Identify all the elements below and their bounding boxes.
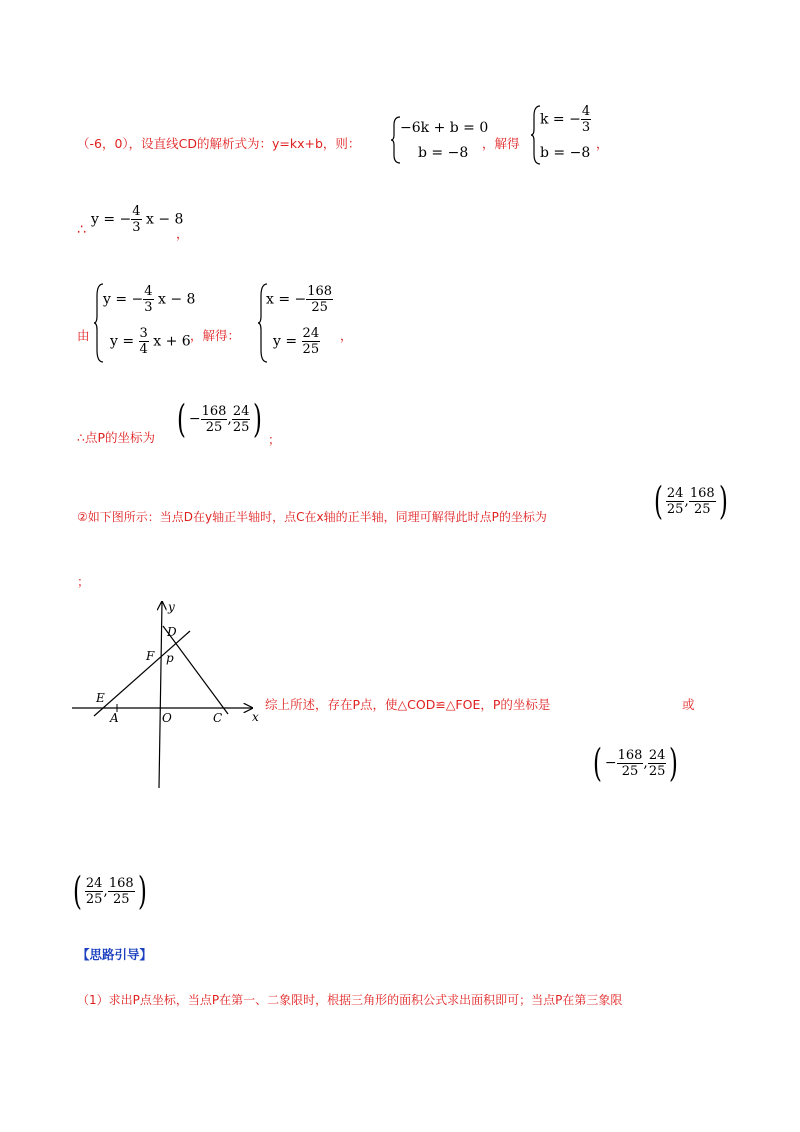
line1-text: （-6，0），设直线CD的解析式为：y=kx+b，则： <box>77 136 361 151</box>
sys1-eq1: −6k + b = 0 <box>400 120 489 136</box>
line4-point <box>174 397 265 441</box>
sys3-eqA-num: 4 <box>144 284 153 299</box>
line4-x-den: 25 <box>205 419 223 435</box>
hint-text: （1）求出P点坐标，当点P在第一、二象限时，根据三角形的面积公式求出面积即可；当点P在第三象限 <box>77 993 623 1007</box>
p1-y-num: 24 <box>648 747 666 763</box>
line-dc <box>163 626 228 714</box>
close-paren: ) <box>718 479 728 523</box>
sys4-solA-frac <box>306 284 333 315</box>
p1-x-den: 25 <box>621 763 639 779</box>
sys3-eqB-num: 3 <box>139 326 148 341</box>
p1-x-num: 168 <box>617 747 643 763</box>
line4-x-num: 168 <box>201 403 227 419</box>
p1-y-frac <box>648 748 667 779</box>
line5-x-frac <box>666 486 685 517</box>
sys4-solB-den: 25 <box>302 342 320 357</box>
line5-text: ②如下图所示：当点D在y轴正半轴时，点C在x轴的正半轴，同理可解得此时点P的坐标为 <box>77 510 547 524</box>
label-e: E <box>96 691 105 705</box>
sys2-k-frac <box>581 104 591 135</box>
line4-sep: , <box>227 411 232 427</box>
summary-text: 综上所述，存在P点，使△COD≌△FOE，P的坐标是 <box>265 697 551 712</box>
line4-y-frac <box>232 404 251 435</box>
sys4-solA-num: 168 <box>307 284 333 299</box>
line2-lhs: y = − <box>91 211 132 228</box>
p2-sep: , <box>103 883 108 899</box>
sys1-eq2: b = −8 <box>418 145 469 161</box>
sys3-eqA-den: 3 <box>144 300 153 315</box>
line3-solve-label: ，解得： <box>190 328 241 343</box>
p2-y-den: 25 <box>112 891 130 907</box>
sys4-solB <box>273 326 320 357</box>
sys2-b: b = −8 <box>540 145 591 161</box>
open-paren: ( <box>176 397 186 441</box>
label-d: D <box>167 625 177 639</box>
close-paren: ) <box>253 397 263 441</box>
line2-rest: x − 8 <box>146 211 184 228</box>
p2-x-den: 25 <box>85 891 103 907</box>
sys3-eqB <box>110 326 191 357</box>
line4-y-num: 24 <box>232 403 250 419</box>
sys3-eqB-rest: x + 6 <box>153 333 191 350</box>
sys3-eqA-frac <box>143 284 153 315</box>
label-o: O <box>162 711 172 725</box>
line2-equation <box>91 204 183 235</box>
p2-x-frac <box>85 876 104 907</box>
sys2-k <box>540 104 591 135</box>
sys2-k-num: 4 <box>581 104 591 119</box>
line5-end: ； <box>77 574 90 589</box>
line1-solve-label: ，解得 <box>482 136 520 151</box>
line5-y-den: 25 <box>693 501 711 517</box>
line2-therefore: ∴ <box>77 222 86 238</box>
p2-y-frac <box>108 876 135 907</box>
line4-y-den: 25 <box>232 419 250 435</box>
line3-comma: ， <box>340 328 353 343</box>
close-paren: ) <box>669 741 679 785</box>
line1-comma: ， <box>596 136 609 151</box>
hint-heading: 【思路引导】 <box>77 947 153 962</box>
p2-x-num: 24 <box>85 875 103 891</box>
sys4-solA-lhs: x = − <box>266 291 307 308</box>
label-x: x <box>252 710 259 724</box>
close-paren: ) <box>137 869 147 913</box>
label-c: C <box>213 711 223 725</box>
line2-frac <box>131 204 141 235</box>
label-a: A <box>110 711 119 725</box>
p1-y-den: 25 <box>648 763 666 779</box>
p1-x-frac <box>617 748 644 779</box>
sys4-solB-frac <box>302 326 321 357</box>
open-paren: ( <box>592 741 602 785</box>
label-p: p <box>166 651 174 665</box>
sys3-eqB-lhs: y = <box>110 333 139 350</box>
summary-or: 或 <box>682 697 695 712</box>
line2-num: 4 <box>132 204 141 219</box>
line2-comma: ， <box>176 226 189 241</box>
sys4-solB-lhs: y = <box>273 333 302 350</box>
sys3-eqA-lhs: y = − <box>103 291 144 308</box>
summary-point1 <box>590 741 681 785</box>
sys4-solA-den: 25 <box>311 300 328 315</box>
y-axis <box>159 602 162 788</box>
p2-y-num: 168 <box>108 875 134 891</box>
line4-end: ； <box>268 432 281 447</box>
p1-sep: , <box>643 755 648 771</box>
line4-neg: − <box>188 411 201 427</box>
line5-x-num: 24 <box>666 485 684 501</box>
line2-den: 3 <box>132 220 141 235</box>
line5-x-den: 25 <box>666 501 684 517</box>
sys2-k-lhs: k = − <box>540 111 581 128</box>
line5-point <box>651 479 730 523</box>
sys4-solA <box>266 284 333 315</box>
sys3-eqA-rest: x − 8 <box>158 291 196 308</box>
label-y: y <box>168 600 175 614</box>
line5-y-num: 168 <box>689 485 715 501</box>
sys4-solB-num: 24 <box>302 326 320 341</box>
p1-neg: − <box>604 755 617 771</box>
label-f: F <box>146 649 155 663</box>
summary-point2 <box>70 869 149 913</box>
sys3-eqB-frac <box>139 326 149 357</box>
line3-you: 由 <box>77 328 90 343</box>
sys3-eqB-den: 4 <box>139 342 148 357</box>
coordinate-figure <box>70 598 270 793</box>
line4-x-frac <box>201 404 228 435</box>
line4-text: ∴点P的坐标为 <box>77 430 155 445</box>
sys2-k-den: 3 <box>581 120 591 135</box>
sys3-eqA <box>103 284 195 315</box>
open-paren: ( <box>72 869 82 913</box>
line5-sep: , <box>684 493 689 509</box>
open-paren: ( <box>653 479 663 523</box>
line5-y-frac <box>689 486 716 517</box>
